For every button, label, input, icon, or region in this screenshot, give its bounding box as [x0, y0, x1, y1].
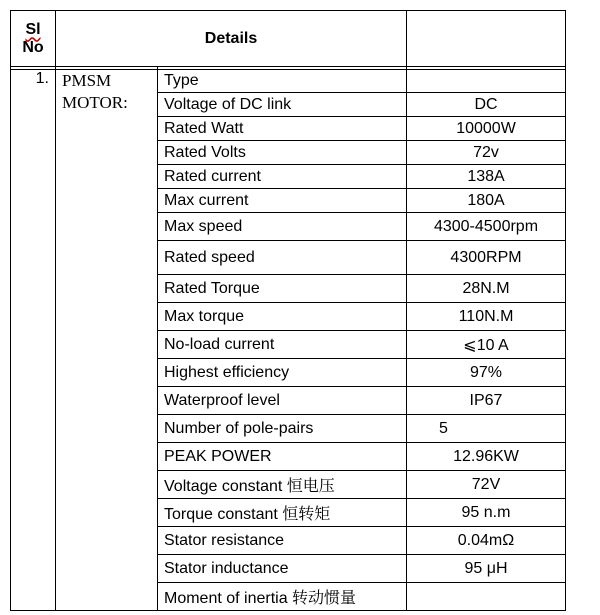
- param-value: ⩽10 A: [407, 331, 566, 359]
- table-row: [11, 70, 566, 93]
- group-label-line1: PMSM: [62, 71, 112, 90]
- param-value: 4300-4500rpm: [407, 213, 566, 241]
- param-value: 10000W: [407, 117, 566, 141]
- param-name: Moment of inertia 转动惯量: [158, 583, 407, 611]
- param-name: Waterproof level: [158, 387, 407, 415]
- param-value: 95 μH: [407, 555, 566, 583]
- param-name: Type: [158, 70, 407, 93]
- sl-no-header: [11, 11, 56, 67]
- param-name: No-load current: [158, 331, 407, 359]
- param-name: Rated Volts: [158, 141, 407, 165]
- sl-no-header-line2: No: [22, 38, 44, 56]
- param-value: DC: [407, 93, 566, 117]
- param-value: 180A: [407, 189, 566, 213]
- param-value: 4300RPM: [407, 241, 566, 275]
- param-name: Voltage constant 恒电压: [158, 471, 407, 499]
- param-name: Max speed: [158, 213, 407, 241]
- param-name: Rated Torque: [158, 275, 407, 303]
- param-name: Number of pole-pairs: [158, 415, 407, 443]
- param-name: PEAK POWER: [158, 443, 407, 471]
- param-value: 5: [407, 415, 566, 443]
- param-value: IP67: [407, 387, 566, 415]
- param-name: Stator inductance: [158, 555, 407, 583]
- param-value: 12.96KW: [407, 443, 566, 471]
- value-header: [407, 11, 566, 67]
- param-name: Rated speed: [158, 241, 407, 275]
- param-value: 138A: [407, 165, 566, 189]
- details-header: Details: [56, 11, 407, 67]
- param-value: 72v: [407, 141, 566, 165]
- header-row: [11, 11, 566, 67]
- param-value: 0.04mΩ: [407, 527, 566, 555]
- sl-no-cell: 1.: [11, 70, 56, 611]
- group-label-line2: MOTOR:: [62, 93, 128, 112]
- param-name: Rated Watt: [158, 117, 407, 141]
- param-value: 72V: [407, 471, 566, 499]
- param-value: [407, 583, 566, 611]
- param-name: Stator resistance: [158, 527, 407, 555]
- sl-no-header-line1: Sl: [25, 20, 41, 38]
- param-value: 28N.M: [407, 275, 566, 303]
- param-value: 95 n.m: [407, 499, 566, 527]
- group-label: [56, 70, 158, 611]
- param-name: Highest efficiency: [158, 359, 407, 387]
- param-name: Voltage of DC link: [158, 93, 407, 117]
- motor-spec-table: [10, 10, 566, 611]
- param-name: Torque constant 恒转矩: [158, 499, 407, 527]
- param-name: Max torque: [158, 303, 407, 331]
- param-value: 97%: [407, 359, 566, 387]
- param-name: Rated current: [158, 165, 407, 189]
- param-name: Max current: [158, 189, 407, 213]
- param-value: [407, 70, 566, 93]
- param-value: 110N.M: [407, 303, 566, 331]
